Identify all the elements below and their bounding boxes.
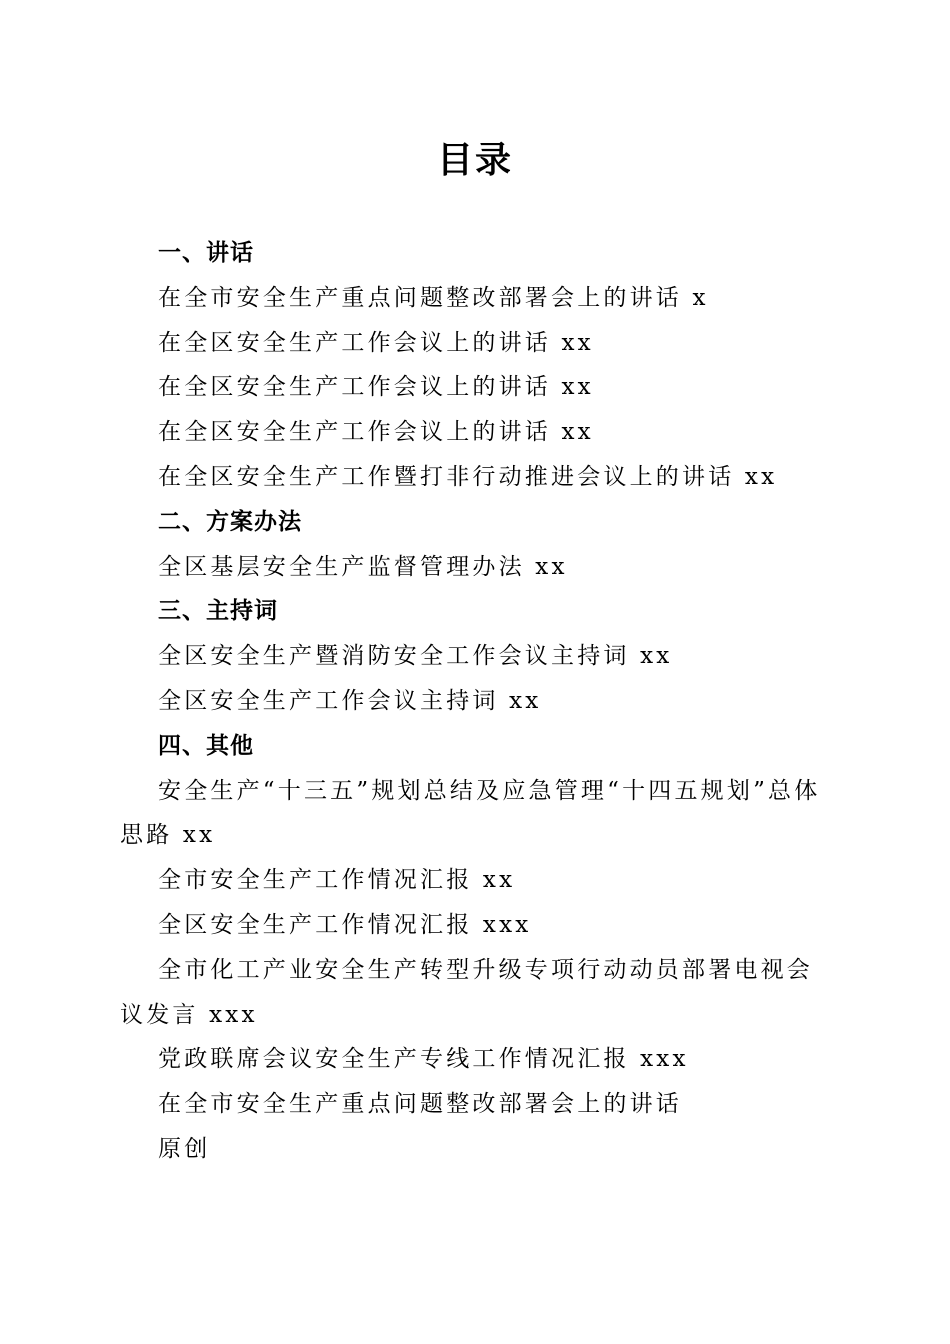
- toc-entry[interactable]: 在全区安全生产工作会议上的讲话 xx: [158, 374, 594, 401]
- section-heading: 一、讲话: [158, 240, 254, 266]
- toc-entry[interactable]: 在全区安全生产工作暨打非行动推进会议上的讲话 xx: [158, 463, 778, 490]
- toc-entry[interactable]: 原创: [158, 1135, 211, 1162]
- toc-entry[interactable]: 党政联席会议安全生产专线工作情况汇报 xxx: [158, 1046, 689, 1073]
- section-heading: 三、主持词: [158, 598, 278, 625]
- toc-entry[interactable]: 全区安全生产工作情况汇报 xxx: [158, 911, 532, 938]
- section-heading: 二、方案办法: [158, 508, 302, 535]
- toc-entry[interactable]: 全区安全生产工作会议主持词 xx: [158, 687, 542, 714]
- toc-entry[interactable]: 全市化工产业安全生产转型升级专项行动动员部署电视会议发言 xxx: [120, 956, 813, 1028]
- section-heading: 四、其他: [158, 732, 254, 759]
- toc-entry[interactable]: 安全生产“十三五”规划总结及应急管理“十四五规划”总体思路 xx: [120, 777, 821, 849]
- table-of-contents: [120, 231, 825, 1172]
- toc-entry[interactable]: 全区安全生产暨消防安全工作会议主持词 xx: [158, 643, 673, 670]
- toc-entry[interactable]: 在全区安全生产工作会议上的讲话 xx: [158, 419, 594, 446]
- toc-entry[interactable]: 在全市安全生产重点问题整改部署会上的讲话 x: [158, 284, 709, 311]
- toc-entry[interactable]: 在全市安全生产重点问题整改部署会上的讲话: [158, 1091, 682, 1118]
- toc-entry[interactable]: 全区基层安全生产监督管理办法 xx: [158, 553, 568, 580]
- toc-entry[interactable]: 全市安全生产工作情况汇报 xx: [158, 867, 516, 894]
- page-title: 目录: [436, 139, 513, 181]
- toc-entry[interactable]: 在全区安全生产工作会议上的讲话 xx: [158, 329, 594, 356]
